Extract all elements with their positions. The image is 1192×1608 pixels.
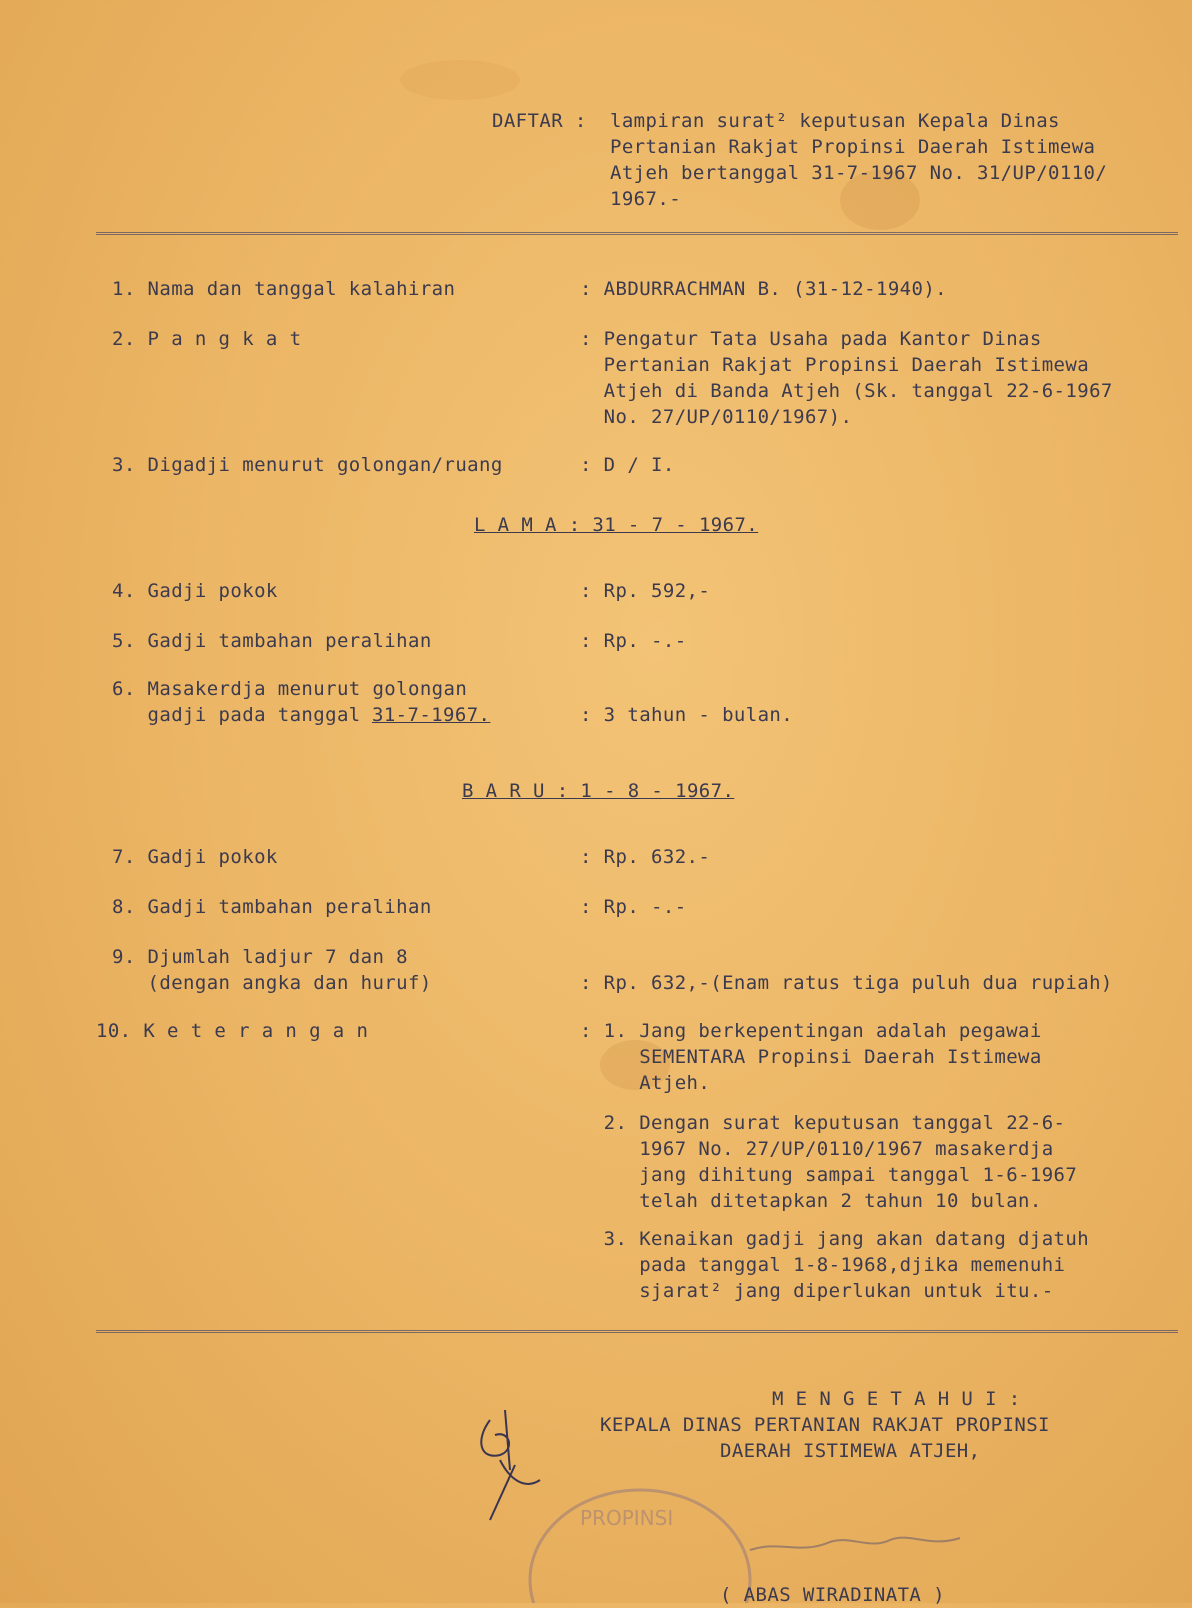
office-line-2: DAERAH ISTIMEWA ATJEH, — [720, 1440, 981, 1462]
section-baru-title: B A R U : 1 - 8 - 1967. — [462, 780, 735, 802]
item-9-value: : Rp. 632,-(Enam ratus tiga puluh dua rupiah) — [580, 972, 1113, 994]
item-7-value: : Rp. 632.- — [580, 846, 711, 868]
item-6-label-2: gadji pada tanggal — [112, 704, 361, 726]
separator-top — [96, 232, 1178, 243]
list-title: DAFTAR : — [492, 110, 587, 132]
note-2-line-2: 1967 No. 27/UP/0110/1967 masakerdja — [580, 1138, 1054, 1160]
header-line-4: 1967.- — [610, 188, 682, 210]
item-1-value: : ABDURRACHMAN B. (31-12-1940). — [580, 278, 948, 300]
item-5-label: 5. Gadji tambahan peralihan — [112, 630, 432, 652]
item-9-label-2: (dengan angka dan huruf) — [112, 972, 432, 994]
signature-icon — [740, 1510, 1020, 1570]
item-2-value-1: : Pengatur Tata Usaha pada Kantor Dinas — [580, 328, 1042, 350]
office-line-1: KEPALA DINAS PERTANIAN RAKJAT PROPINSI — [600, 1414, 1050, 1436]
item-7-label: 7. Gadji pokok — [112, 846, 278, 868]
item-6-date: 31-7-1967. — [372, 704, 491, 726]
item-2-label: 2. P a n g k a t — [112, 328, 302, 350]
note-1-line-2: SEMENTARA Propinsi Daerah Istimewa — [580, 1046, 1042, 1068]
item-9-label-1: 9. Djumlah ladjur 7 dan 8 — [112, 946, 408, 968]
item-6-value: : 3 tahun - bulan. — [580, 704, 794, 726]
note-3-line-3: sjarat² jang diperlukan untuk itu.- — [580, 1280, 1054, 1302]
item-1-label: 1. Nama dan tanggal kalahiran — [112, 278, 456, 300]
item-6-label-1: 6. Masakerdja menurut golongan — [112, 678, 468, 700]
header-line-2: Pertanian Rakjat Propinsi Daerah Istimewa — [610, 136, 1096, 158]
item-4-label: 4. Gadji pokok — [112, 580, 278, 602]
header-line-3: Atjeh bertanggal 31-7-1967 No. 31/UP/0110/ — [610, 162, 1108, 184]
note-1-line-1: : 1. Jang berkepentingan adalah pegawai — [580, 1020, 1042, 1042]
note-3-line-2: pada tanggal 1-8-1968,djika memenuhi — [580, 1254, 1066, 1276]
note-3-line-1: 3. Kenaikan gadji jang akan datang djatuh — [580, 1228, 1090, 1250]
header-line-1: lampiran surat² keputusan Kepala Dinas — [610, 110, 1060, 132]
item-5-value: : Rp. -.- — [580, 630, 687, 652]
signer-name: ( ABAS WIRADINATA ) — [720, 1584, 945, 1606]
note-2-line-3: jang dihitung sampai tanggal 1-6-1967 — [580, 1164, 1078, 1186]
note-1-line-3: Atjeh. — [580, 1072, 711, 1094]
note-2-line-1: 2. Dengan surat keputusan tanggal 22-6- — [580, 1112, 1066, 1134]
item-8-value: : Rp. -.- — [580, 896, 687, 918]
item-2-value-4: No. 27/UP/0110/1967). — [580, 406, 853, 428]
separator-bottom — [96, 1330, 1178, 1341]
item-2-value-3: Atjeh di Banda Atjeh (Sk. tanggal 22-6-1967 — [580, 380, 1113, 402]
note-2-line-4: telah ditetapkan 2 tahun 10 bulan. — [580, 1190, 1042, 1212]
item-4-value: : Rp. 592,- — [580, 580, 711, 602]
item-8-label: 8. Gadji tambahan peralihan — [112, 896, 432, 918]
item-2-value-2: Pertanian Rakjat Propinsi Daerah Istimewa — [580, 354, 1090, 376]
mengetahui-label: M E N G E T A H U I : — [772, 1388, 1021, 1410]
item-3-value: : D / I. — [580, 454, 675, 476]
section-lama-title: L A M A : 31 - 7 - 1967. — [474, 514, 759, 536]
item-10-label: 10. K e t e r a n g a n — [96, 1020, 369, 1042]
stamp-text: PROPINSI — [580, 1506, 674, 1530]
item-3-label: 3. Digadji menurut golongan/ruang — [112, 454, 503, 476]
